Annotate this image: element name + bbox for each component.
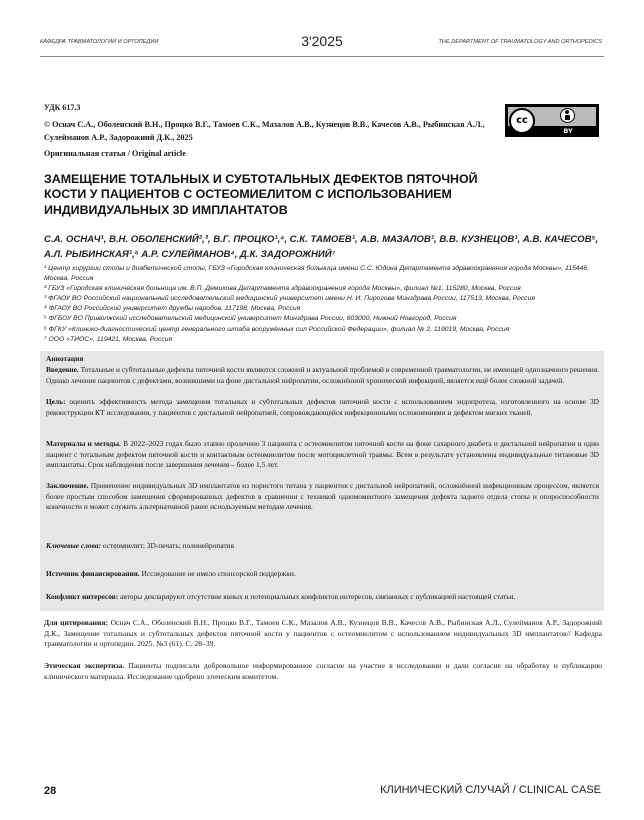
aim-label: Цель: (46, 397, 66, 406)
funding-label: Источник финансирования. (46, 569, 140, 578)
citation-text: Оснач С.А., Оболенский В.Н., Процко В.Г., Тамоев С.К., Мазалов А.В., Кузнецов В.В., Качесов А.В., Рыбинская А.Л., Сулейманов А.Р., Задорожний Д.К., Замещение тотальных и субтотальных дефектов пяточной кости у пациентов с остеомиелитом с использованием индивидуальных 3D имплантатов// Кафедра травматологии и ортопедии. 2025. №3 (61). С. 28–39. (44, 618, 602, 649)
methods-label: Материалы и методы. (46, 439, 121, 448)
journal-header-right: THE DEPARTMENT OF TRAUMATOLOGY AND ORTHOPEDICS (438, 39, 602, 45)
cc-icon: cc (509, 108, 535, 134)
introduction-label: Введение. (46, 365, 79, 374)
article-title: ЗАМЕЩЕНИЕ ТОТАЛЬНЫХ И СУБТОТАЛЬНЫХ ДЕФЕКТОВ ПЯТОЧНОЙ КОСТИ У ПАЦИЕНТОВ С ОСТЕОМИЕЛИТОМ С ИСПОЛЬЗОВАНИЕМ ИНДИВИДУАЛЬНЫХ 3D ИМПЛАНТАТОВ (44, 172, 478, 217)
funding (46, 569, 599, 580)
issue-number: 3'2025 (301, 33, 343, 49)
affiliation-1: ¹ Центр хирургии стопы и диабетической стопы, ГБУЗ «Городская клиническая больница имени С.С. Юдина Департамента здравоохранения города Москвы», 115446, Москва, Россия (44, 265, 590, 283)
udk-code: УДК 617.3 (44, 103, 81, 112)
citation (44, 618, 602, 650)
header-divider (40, 56, 604, 57)
conclusion-text: Применение индивидуальных 3D имплантатов из пористого титана у пациентов с дистальной нейропатией, осложнённой инфекционным процессом, является более простым способом замещения сформированных дефектов в сравнении с техникой одномоментного замещения дефекта заднего отдела стопы и опороспособности конечности и может служить альтернативной ранее используемым методам лечения. (46, 481, 599, 512)
affiliation-6: ⁶ ФГКУ «Клинико-диагностический центр генерального штаба вооружённых сил Российской Федерации», филиал № 2, 119019, Москва, Россия (44, 325, 510, 333)
methods-text: В 2022–2023 годах было этапно пролечено 3 пациента с остеомиелитом пяточной кости на фоне сахарного диабета и дистальной нейропатии и один пациент с тотальным дефектом пяточной кости и контактным остеомиелитом после мотоциклетной травмы. Всем в результате установлены индивидуальные титановые 3D имплантаты. Срок наблюдения после завершения лечения – более 1,5 лет. (46, 439, 599, 470)
copyright-line: © Оснач С.А., Оболенский В.Н., Процко В.Г., Тамоев С.К., Мазалов А.В., Кузнецов В.В., Качесов А.В., Рыбинская А.Л., Сулейманов А.Р., Задорожний Д.К., 2025 (44, 120, 485, 142)
conflict-text: авторы декларируют отсутствие явных и потенциальных конфликтов интересов, связанных с публикацией настоящей статьи. (120, 592, 516, 601)
conflict-label: Конфликт интересов: (46, 592, 119, 601)
person-body-shape (565, 115, 570, 120)
affiliations (44, 264, 602, 345)
conflict-of-interest (46, 592, 599, 603)
funding-text: Исследование не имело спонсорской поддержки. (141, 569, 296, 578)
person-head-shape (565, 110, 569, 114)
abstract-methods (46, 439, 599, 471)
affiliation-3: ³ ФГАОУ ВО Российский национальный исследовательский медицинский университет имени Н. И. Пирогова Минздрава России, 117513, Москва, Россия (44, 295, 535, 303)
article-type: Оригинальная статья / Original article (44, 149, 186, 158)
introduction-text: Тотальные и субтотальные дефекты пяточной кости являются сложной и актуальной проблемой в современной травматологии, не имеющей однозначного решения. Однако лечение пациентов с дефектами, возникшими на фоне дистальной нейропатии, осложнённой хронической инфекцией, является ещё более сложной задачей. (46, 365, 599, 385)
ethics-statement (44, 661, 602, 682)
abstract-heading: Аннотация (46, 354, 84, 363)
keywords-label: Ключевые слова: (46, 541, 101, 550)
abstract-conclusion (46, 481, 599, 513)
affiliation-5: ⁵ ФГБОУ ВО Приволжский исследовательский медицинский университет Минздрава России, 603000, Нижний Новгород, Россия (44, 315, 457, 323)
keywords (46, 541, 599, 552)
abstract-aim (46, 397, 599, 418)
citation-label: Для цитирования: (44, 618, 109, 627)
ethics-text: Пациенты подписали добровольное информированное согласие на участие в исследовании и дали согласие на обработку и публикацию клинического материала. Исследование одобрено этическим комитетом. (44, 661, 602, 681)
affiliation-2: ² ГБУЗ «Городская клиническая больница им. В.П. Демихова Департамента здравоохранения города Москвы», филиал №1, 115280, Москва, Россия (44, 285, 521, 293)
page-number: 28 (44, 785, 57, 797)
keywords-text: остеомиелит; 3D-печать; полинейропатия (102, 541, 235, 550)
section-label: КЛИНИЧЕСКИЙ СЛУЧАЙ / CLINICAL CASE (380, 784, 601, 796)
aim-text: оценить эффективность метода замещения тотальных и субтотальных дефектов пяточной кости с использованием эндопротеза, изготовленного на основе 3D реконструкции КТ исследования, у пациентов с дистальной нейропатией, сопровождающейся инфекционными осложнениями и дефектом мягких тканей. (46, 397, 600, 417)
affiliation-4: ⁴ ФГАОУ ВО Российский университет дружбы народов, 117198, Москва, Россия (44, 305, 301, 313)
abstract-introduction (46, 365, 599, 386)
conclusion-label: Заключение. (46, 481, 89, 490)
author-list: С.А. ОСНАЧ¹, В.Н. ОБОЛЕНСКИЙ²,³, В.Г. ПРОЦКО¹,⁴, С.К. ТАМОЕВ¹, А.В. МАЗАЛОВ¹, В.В. КУЗНЕЦОВ¹, А.В. КАЧЕСОВ⁵, А.Л. РЫБИНСКАЯ¹,⁶ А.Р. СУЛЕЙМАНОВ⁴, Д.К. ЗАДОРОЖНИЙ⁷ (44, 234, 599, 260)
by-label: BY (563, 127, 573, 135)
cc-by-license-badge[interactable] (505, 104, 599, 137)
journal-header-left: КАФЕДРА ТРАВМАТОЛОГИИ И ОРТОПЕДИИ (40, 39, 159, 45)
ethics-label: Этическая экспертиза. (44, 661, 125, 670)
attribution-person-icon (560, 108, 575, 123)
affiliation-7: ⁷ ООО «ТИОС», 119421, Москва, Россия (44, 335, 173, 343)
